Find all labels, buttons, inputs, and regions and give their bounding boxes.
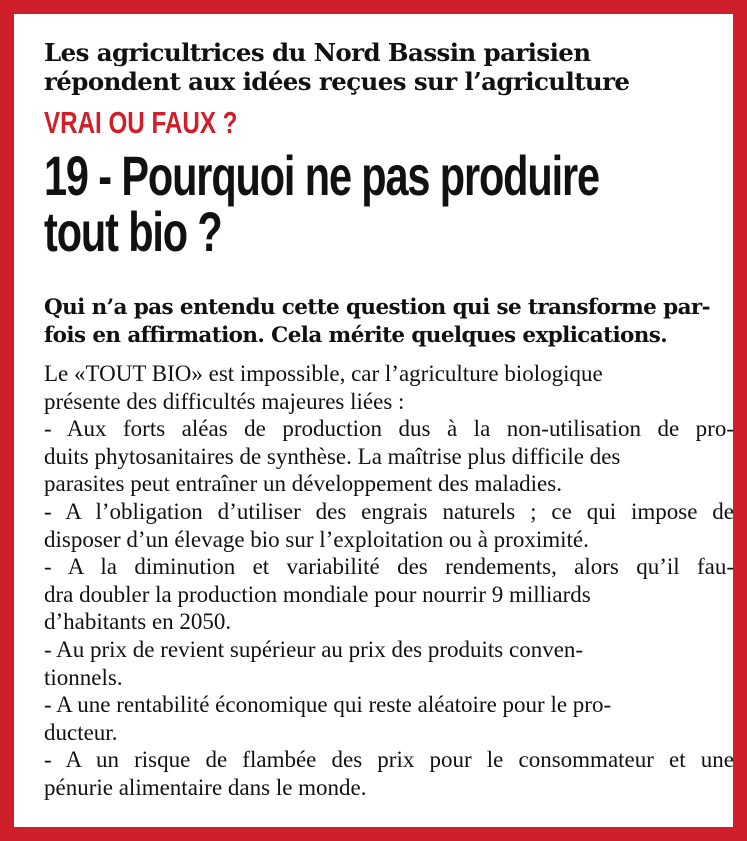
body-line: d’habitants en 2050.: [44, 609, 232, 635]
body-line: - A une rentabilité économique qui reste aléatoire pour le pro-: [44, 692, 612, 718]
body-line: - A un risque de flambée des prix pour le consommateur et une: [44, 747, 734, 773]
kicker-line-2: répondent aux idées reçues sur l’agriculture: [44, 67, 630, 96]
headline-line-1: 19 - Pourquoi ne pas produire: [44, 144, 599, 207]
rubric-label: VRAI OU FAUX ?: [44, 105, 238, 140]
body-line: duits phytosanitaires de synthèse. La maîtrise plus difficile des: [44, 443, 621, 469]
body-line: Le «TOUT BIO» est impossible, car l’agriculture biologique: [44, 361, 603, 386]
body-line: tionnels.: [44, 664, 123, 690]
kicker-line-1: Les agricultrices du Nord Bassin parisien: [44, 38, 591, 67]
body-line: - A la diminution et variabilité des rendements, alors qu’il fau-: [44, 554, 734, 580]
lead-line-1: Qui n’a pas entendu cette question qui se transforme par-: [44, 295, 710, 320]
body-line: - Au prix de revient supérieur au prix des produits conven-: [44, 636, 584, 662]
lead-paragraph: [44, 294, 744, 350]
body-line: parasites peut entraîner un développement des maladies.: [44, 471, 562, 497]
body-line: présente des difficultés majeures liées :: [44, 388, 405, 414]
body-line: - A l’obligation d’utiliser des engrais naturels ; ce qui impose de: [44, 498, 734, 524]
headline-line-2: tout bio ?: [44, 200, 222, 263]
body-line: - Aux forts aléas de production dus à la non-utilisation de pro-: [44, 416, 734, 442]
body-line: dra doubler la production mondiale pour nourrir 9 milliards: [44, 581, 591, 607]
body-line: pénurie alimentaire dans le monde.: [44, 774, 367, 800]
lead-line-2: fois en affirmation. Cela mérite quelques explications.: [44, 323, 668, 348]
body-line: disposer d’un élevage bio sur l’exploitation ou à proximité.: [44, 526, 589, 552]
kicker: [44, 38, 738, 96]
body-text: [44, 360, 734, 802]
headline: [44, 144, 740, 263]
body-line: ducteur.: [44, 719, 118, 745]
article-content: [44, 38, 738, 802]
